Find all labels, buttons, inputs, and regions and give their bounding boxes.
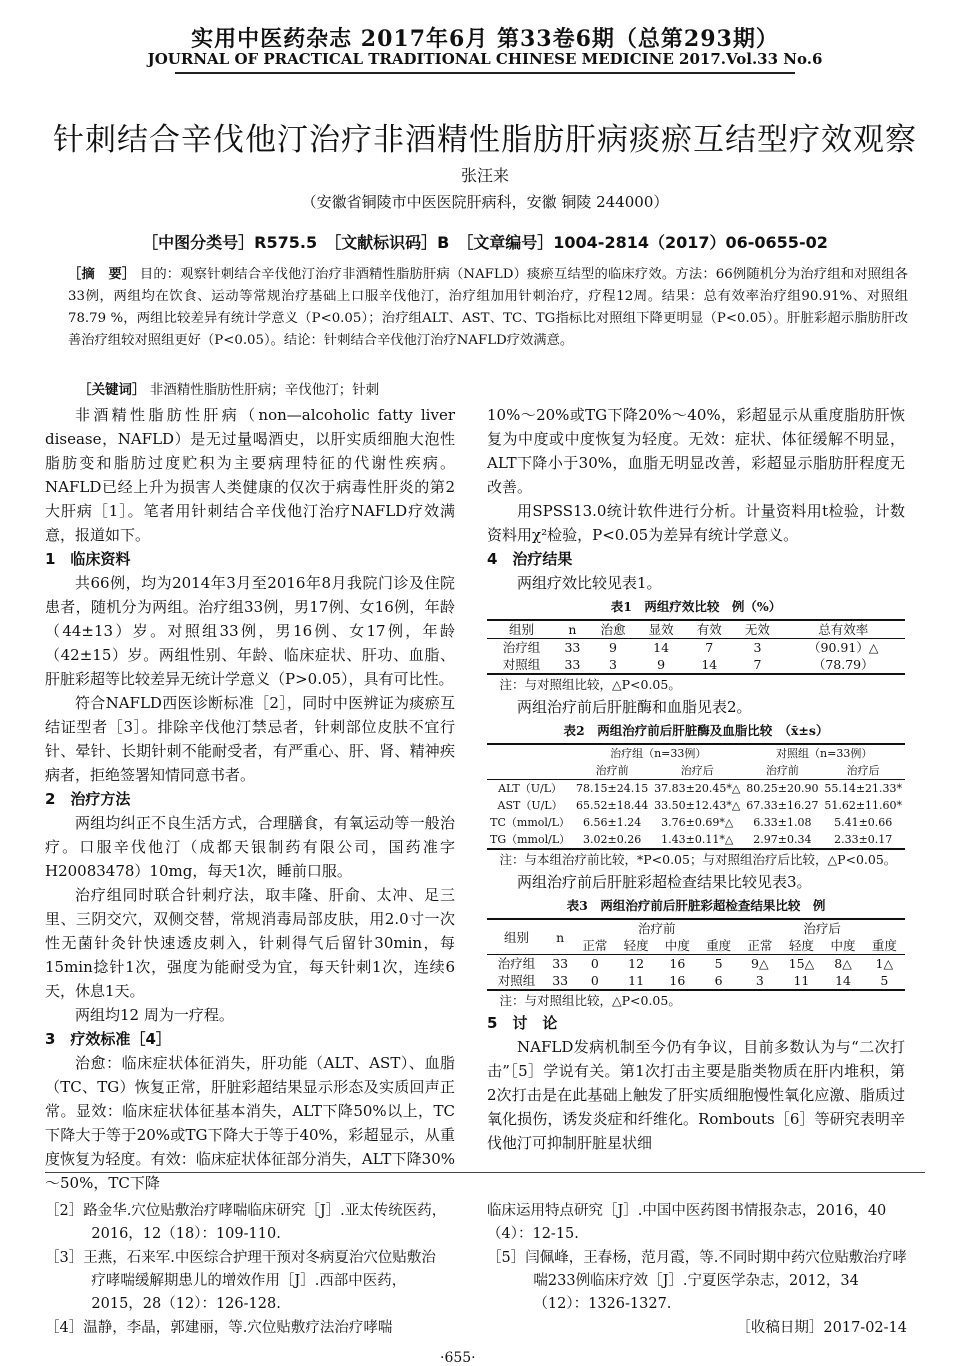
table-cell: 3 <box>753 640 762 655</box>
table3 <box>487 918 905 991</box>
table-cell: 33 <box>552 973 569 988</box>
table2-subheader: 治疗后 <box>680 764 714 777</box>
paragraph: 两组治疗前后肝脏酶和血脂见表2。 <box>517 698 752 716</box>
table-cell: 11 <box>628 973 645 988</box>
reference-item: ［3］王燕，石来军.中医综合护理干预对冬病夏治穴位贴敷治疗哮喘缓解期患儿的增效作用［J］.西部中医药，2015，28（12）：126-128. <box>45 1250 436 1312</box>
table2-note: 注：与本组治疗前比较，*P<0.05；与对照组治疗后比较，△P<0.05。 <box>499 852 897 867</box>
section-heading-4: 4 治疗结果 <box>487 550 573 568</box>
table3-subheader: 正常 <box>747 938 773 953</box>
table3-header: 组别 <box>503 929 529 945</box>
table3-note: 注：与对照组比较，△P<0.05。 <box>499 993 681 1008</box>
table3-header: n <box>556 929 565 945</box>
article-title: 针刺结合辛伐他汀治疗非酒精性脂肪肝病痰瘀互结型疗效观察 <box>53 122 917 158</box>
table3-group-header: 治疗前 <box>637 921 676 936</box>
table-cell: 33.50±12.43*△ <box>654 799 741 812</box>
table-cell: 51.62±11.60* <box>824 799 903 812</box>
table-row <box>487 814 905 831</box>
author: 张汪来 <box>460 166 509 185</box>
table-cell: （90.91）△ <box>808 640 879 655</box>
abstract <box>68 264 908 352</box>
section-heading-3: 3 疗效标准［4］ <box>45 1030 171 1048</box>
table1-header: 组别 <box>508 622 534 637</box>
footer-divider <box>45 1172 925 1173</box>
table-row <box>487 955 905 973</box>
table-cell: 11 <box>793 973 810 988</box>
table-cell: 16 <box>669 973 686 988</box>
section-heading-5: 5 讨 论 <box>487 1014 558 1032</box>
table-cell: 2.33±0.17 <box>834 833 893 846</box>
affiliation: （安徽省铜陵市中医医院肝病科，安徽 铜陵 244000） <box>301 193 669 211</box>
table-cell: 5.41±0.66 <box>834 816 893 829</box>
paragraph: 符合NAFLD西医诊断标准［2］，同时中医辨证为痰瘀互结证型者［3］。排除辛伐他汀禁忌者，针刺部位皮肤不宜行针、晕针、长期针刺不能耐受者，有严重心、肝、肾、精神疾病者，拒绝签署知情同意书者。 <box>45 694 455 784</box>
paragraph: 10%～20%或TG下降20%～40%，彩超显示从重度脂肪肝恢复为中度或中度恢复为轻度。无效：症状、体征缓解不明显，ALT下降小于30%，血脂无明显改善，彩超显示脂肪肝程度无改善。 <box>487 406 905 496</box>
table-cell: 2.97±0.34 <box>753 833 812 846</box>
table-row <box>487 780 905 798</box>
paragraph: 治愈：临床症状体征消失，肝功能（ALT、AST）、血脂（TC、TG）恢复正常，肝脏彩超结果显示形态及实质回声正常。显效：临床症状体征基本消失，ALT下降50%以上，TC下降大于等于20%或TG下降大于等于40%，彩超显示，从重度恢复为轻度。有效：临床症状体征部分消失，ALT下降30%～50%，TC下降 <box>45 1054 455 1192</box>
paragraph: 两组均纠正不良生活方式，合理膳食，有氧运动等一般治疗。口服辛伐他汀（成都天银制药有限公司，国药准字H20083478）10mg，每天1次，睡前口服。 <box>45 814 455 880</box>
table-row <box>487 972 905 990</box>
table-cell: 14 <box>835 973 851 988</box>
table2 <box>487 743 905 850</box>
abstract-label: ［摘 要］ <box>68 267 136 282</box>
table-cell: 33 <box>564 657 581 672</box>
table-cell: 3 <box>609 657 617 672</box>
table-cell: 80.25±20.90 <box>746 782 819 795</box>
table-row <box>487 831 905 849</box>
table-cell: 33 <box>564 640 581 655</box>
table1-header: 显效 <box>648 622 674 637</box>
table-cell: 55.14±21.33* <box>824 782 903 795</box>
table1-caption: 表1 两组疗效比较 例（%） <box>610 599 782 614</box>
table-cell: 6.56±1.24 <box>583 816 642 829</box>
table1-header: n <box>568 622 577 637</box>
table3-caption: 表3 两组治疗前后肝脏彩超检查结果比较 例 <box>566 898 826 913</box>
table-cell: 1.43±0.11*△ <box>661 833 734 846</box>
reference-item: ［4］温静，李晶，郭建丽，等.穴位贴敷疗法治疗哮喘 <box>45 1320 393 1336</box>
classification-line: ［中图分类号］R575.5 ［文献标识码］B ［文章编号］1004-2814（2017）06-0655-02 <box>142 233 828 252</box>
table1-note: 注：与对照组比较，△P<0.05。 <box>499 677 681 692</box>
section-heading-2: 2 治疗方法 <box>45 790 131 808</box>
table3-subheader: 重度 <box>706 938 732 953</box>
table-cell: 3.76±0.69*△ <box>661 816 734 829</box>
keywords <box>78 378 379 398</box>
journal-header-cn: 实用中医药杂志 2017年6月 第33卷6期（总第293期） <box>191 26 779 52</box>
table-cell: 3 <box>755 973 764 988</box>
paragraph: 用SPSS13.0统计软件进行分析。计量资料用t检验，计数资料用χ²检验，P<0.05为差异有统计学意义。 <box>487 502 905 544</box>
paragraph: 两组疗效比较见表1。 <box>517 574 662 592</box>
table2-caption: 表2 两组治疗前后肝脏酶及血脂比较 （x̄±s） <box>563 723 829 738</box>
table3-subheader: 中度 <box>830 938 856 953</box>
table-cell: ALT（U/L） <box>498 782 563 795</box>
references-left <box>45 1200 450 1341</box>
table3-subheader: 轻度 <box>623 938 649 953</box>
table3-subheader: 轻度 <box>788 938 814 953</box>
abstract-text: 目的：观察针刺结合辛伐他汀治疗非酒精性脂肪肝病（NAFLD）痰瘀互结型的临床疗效。方法：66例随机分为治疗组和对照组各33例，两组均在饮食、运动等常规治疗基础上口服辛伐他汀，治疗组加用针刺治疗，疗程12周。结果：总有效率治疗组90.91%、对照组78.79 %，两组比较差异有统计学意义（P<0.05）；治疗组ALT、AST、TC、TG指标比对照组下降更明显（P<0.05）。肝脏彩超示脂肪肝改善治疗组较对照组更好（P<0.05）。结论：针刺结合辛伐他汀治疗NAFLD疗效满意。 <box>68 267 909 348</box>
page-number: ·655· <box>440 1350 476 1366</box>
table-cell: 8△ <box>834 956 852 971</box>
table3-subheader: 正常 <box>582 938 608 953</box>
table1-header: 总有效率 <box>818 622 869 637</box>
section-heading-1: 1 临床资料 <box>45 550 131 568</box>
table2-group-header: 治疗组（n=33例） <box>610 747 707 760</box>
reference-item: ［2］路金华.穴位贴敷治疗哮喘临床研究［J］.亚太传统医药，2016，12（18）：109-110. <box>45 1203 447 1242</box>
paragraph: 治疗组同时联合针刺疗法，取丰隆、肝俞、太冲、足三里、三阴交穴，双侧交替，常规消毒局部皮肤，用2.0寸一次性无菌针灸针快速透皮刺入，针刺得气后留针30min，每15min捻针1次，强度为能耐受为宜，每天针刺1次，连续6天，休息1天。 <box>45 886 455 1000</box>
table-cell: 16 <box>669 956 686 971</box>
table-cell: 9 <box>609 640 617 655</box>
table1-header: 治愈 <box>600 622 626 637</box>
table3-subheader: 中度 <box>664 938 690 953</box>
table-cell: 3.02±0.26 <box>583 833 642 846</box>
journal-header-en: JOURNAL OF PRACTICAL TRADITIONAL CHINESE MEDICINE 2017.Vol.33 No.6 <box>147 50 823 68</box>
paragraph: 两组均12 周为一疗程。 <box>75 1006 234 1024</box>
table-cell: 治疗组 <box>502 640 541 655</box>
table-cell: 12 <box>628 956 645 971</box>
received-date: ［收稿日期］2017-02-14 <box>736 1320 907 1336</box>
paragraph: NAFLD发病机制至今仍有争议，目前多数认为与“二次打击”［5］学说有关。第1次打击主要是脂类物质在肝内堆积，第2次打击是在此基础上触发了肝实质细胞慢性氧化应激、脂质过氧化损伤，诱发炎症和纤维化。Rombouts［6］等研究表明辛伐他汀可抑制肝脏星状细 <box>487 1038 905 1152</box>
table-row <box>487 656 905 674</box>
table-cell: 0 <box>590 956 599 971</box>
table-cell: 37.83±20.45*△ <box>654 782 741 795</box>
table1-header: 有效 <box>696 622 722 637</box>
table-cell: 治疗组 <box>497 956 536 971</box>
table-cell: 14 <box>653 640 670 655</box>
table-cell: 5 <box>880 973 889 988</box>
reference-item: ［5］闫佩峰，王春杨，范月霞，等.不同时期中药穴位贴敷治疗哮喘233例临床疗效［J］.宁夏医学杂志，2012，34（12）：1326-1327. <box>487 1250 907 1312</box>
keywords-text: 非酒精性脂肪性肝病；辛伐他汀；针刺 <box>149 382 380 398</box>
table-cell: TG（mmol/L） <box>489 833 571 846</box>
table-cell: 1△ <box>875 956 894 971</box>
table-cell: 7 <box>705 640 714 655</box>
references-right <box>487 1200 907 1341</box>
table-cell: 6 <box>714 973 723 988</box>
table-cell: 5 <box>714 956 723 971</box>
table-cell: 67.33±16.27 <box>746 799 819 812</box>
table-cell: 0 <box>590 973 599 988</box>
reference-item: 临床运用特点研究［J］.中国中医药图书情报杂志，2016，40（4）：12-15. <box>487 1203 887 1242</box>
keywords-label: ［关键词］ <box>78 382 146 398</box>
intro-paragraph: 非酒精性脂肪性肝病（non—alcoholic fatty liver disease，NAFLD）是无过量喝酒史，以肝实质细胞大泡性脂肪变和脂肪过度贮积为主要病理特征的代谢性疾病。NAFLD已经上升为损害人类健康的仅次于病毒性肝炎的第2大肝病［1］。笔者用针刺结合辛伐他汀治疗NAFLD疗效满意，报道如下。 <box>45 406 455 544</box>
table-row <box>487 797 905 814</box>
table2-subheader: 治疗前 <box>765 764 799 777</box>
table-cell: AST（U/L） <box>497 799 563 812</box>
table-cell: 65.52±18.44 <box>576 799 649 812</box>
table-cell: （78.79） <box>812 657 874 672</box>
table-cell: 9 <box>657 657 666 672</box>
header-rule <box>175 72 795 74</box>
table3-group-header: 治疗后 <box>803 921 841 936</box>
left-column <box>45 403 455 1195</box>
table-cell: 6.33±1.08 <box>753 816 812 829</box>
table-cell: 33 <box>552 956 569 971</box>
table-cell: 对照组 <box>497 973 536 988</box>
table2-subheader: 治疗前 <box>595 764 629 777</box>
table-row <box>487 639 905 657</box>
table2-group-header: 对照组（n=33例） <box>776 747 873 760</box>
table-cell: 15△ <box>788 956 815 971</box>
table-cell: 78.15±24.15 <box>576 782 649 795</box>
right-column <box>487 403 905 1155</box>
table-cell: 7 <box>753 657 762 672</box>
table1-header: 无效 <box>744 622 770 637</box>
table2-subheader: 治疗后 <box>846 764 880 777</box>
table-cell: 9△ <box>751 956 769 971</box>
table1 <box>487 619 905 675</box>
table-cell: 对照组 <box>502 657 541 672</box>
paragraph: 两组治疗前后肝脏彩超检查结果比较见表3。 <box>517 873 812 891</box>
table-cell: 14 <box>701 657 718 672</box>
table3-subheader: 重度 <box>871 938 897 953</box>
table-cell: TC（mmol/L） <box>490 816 570 829</box>
paragraph: 共66例，均为2014年3月至2016年8月我院门诊及住院患者，随机分为两组。治疗组33例，男17例、女16例，年龄（44±13）岁。对照组33例，男16例、女17例，年龄（42±15）岁。两组性别、年龄、临床症状、肝功、血脂、肝脏彩超等比较差异无统计学意义（P>0.05），具有可比性。 <box>45 574 455 688</box>
